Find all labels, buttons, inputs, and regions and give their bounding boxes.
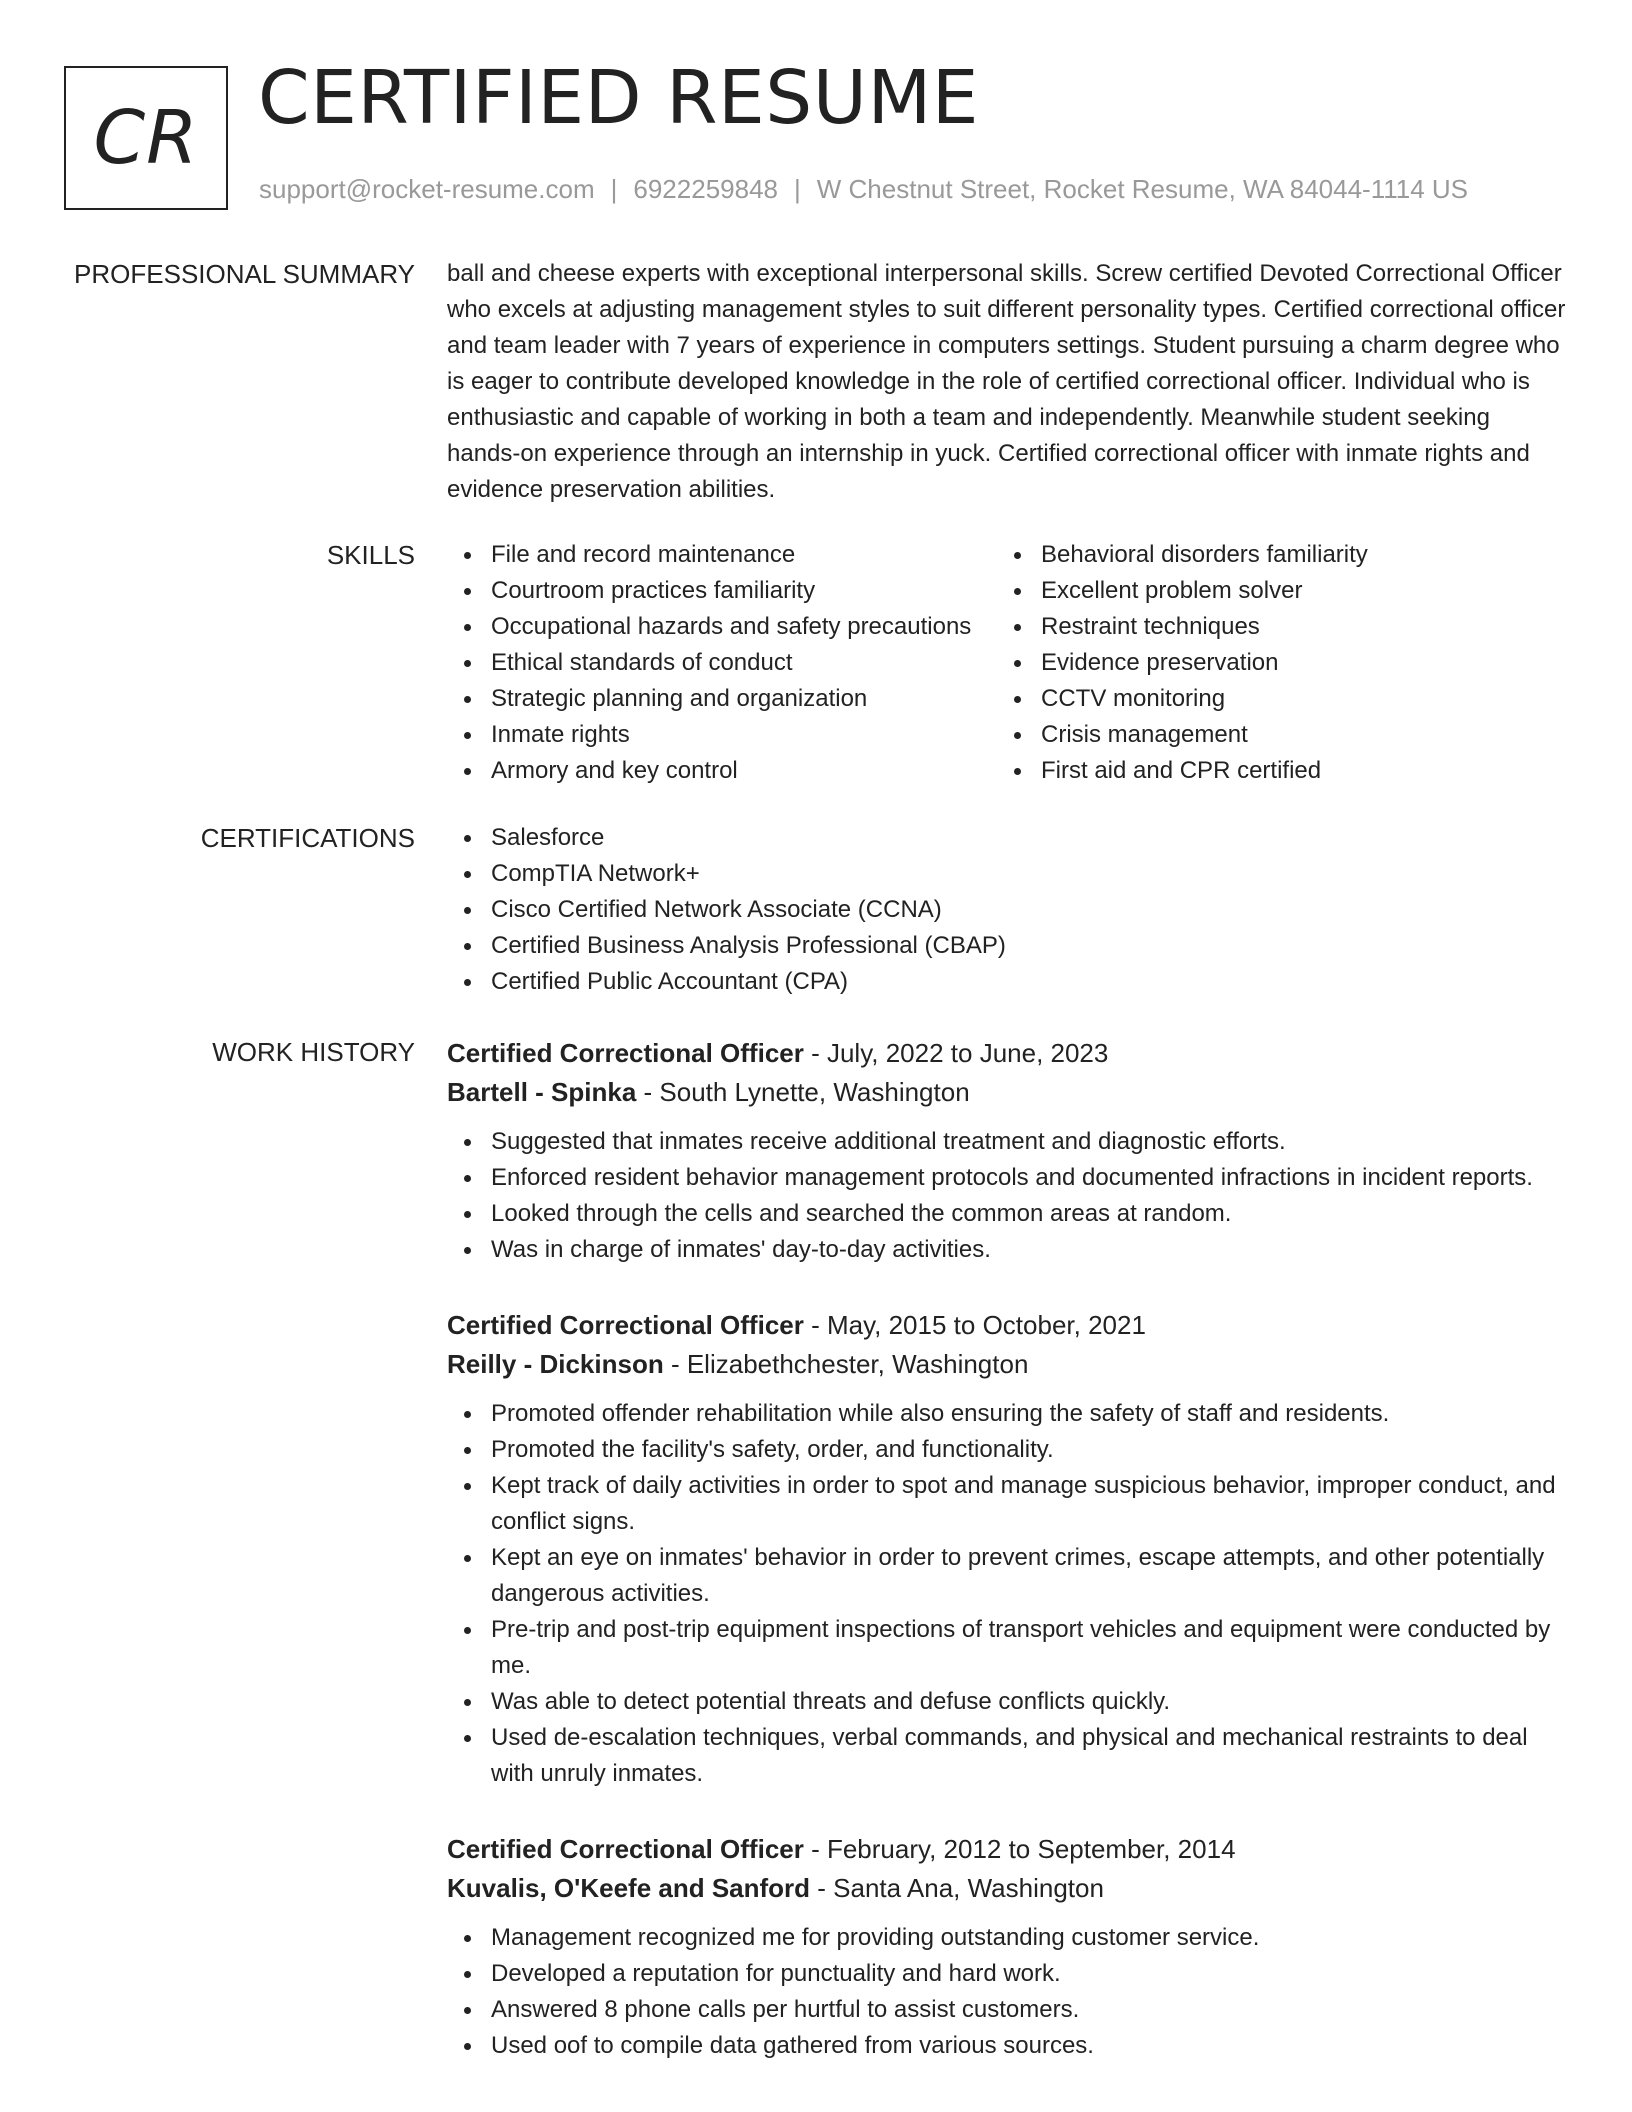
list-item: Strategic planning and organization — [447, 681, 997, 717]
list-item: Used de-escalation techniques, verbal commands, and physical and mechanical restraints to deal with unruly inmates. — [447, 1720, 1567, 1792]
job-entry — [447, 1830, 1567, 2064]
list-item: First aid and CPR certified — [997, 753, 1547, 789]
list-item: Kept track of daily activities in order to spot and manage suspicious behavior, improper conduct, and conflict signs. — [447, 1468, 1567, 1540]
job-company: Kuvalis, O'Keefe and Sanford — [447, 1873, 811, 1903]
job-title-line — [447, 1830, 1567, 1868]
job-dates: - February, 2012 to September, 2014 — [803, 1834, 1236, 1864]
contact-email: support@rocket-resume.com — [259, 174, 595, 204]
section-label-summary: PROFESSIONAL SUMMARY — [74, 259, 415, 289]
job-location: - Santa Ana, Washington — [810, 1873, 1104, 1903]
list-item: Was able to detect potential threats and defuse conflicts quickly. — [447, 1684, 1567, 1720]
list-item: Kept an eye on inmates' behavior in order to prevent crimes, escape attempts, and other potentially dangerous activities. — [447, 1540, 1567, 1612]
job-dates: - July, 2022 to June, 2023 — [803, 1038, 1109, 1068]
list-item: Pre-trip and post-trip equipment inspections of transport vehicles and equipment were conducted by me. — [447, 1612, 1567, 1684]
list-item: Was in charge of inmates' day-to-day activities. — [447, 1232, 1567, 1268]
job-company: Bartell - Spinka — [447, 1077, 637, 1107]
job-company-line — [447, 1868, 1567, 1908]
section-label-skills: SKILLS — [326, 540, 415, 570]
section-label-certifications: CERTIFICATIONS — [200, 823, 415, 853]
monogram-initials: CR — [93, 95, 199, 181]
list-item: Cisco Certified Network Associate (CCNA) — [447, 892, 1567, 928]
job-bullets — [447, 1920, 1567, 2064]
contact-separator: | — [794, 174, 801, 204]
list-item: Salesforce — [447, 820, 1567, 856]
job-location: - Elizabethchester, Washington — [663, 1349, 1029, 1379]
list-item: Restraint techniques — [997, 609, 1547, 645]
certifications-body — [447, 820, 1567, 1000]
job-bullets — [447, 1124, 1567, 1268]
job-location: - South Lynette, Washington — [636, 1077, 970, 1107]
list-item: CompTIA Network+ — [447, 856, 1567, 892]
job-title-line — [447, 1034, 1567, 1072]
list-item: Crisis management — [997, 717, 1547, 753]
certifications-list — [447, 820, 1567, 1000]
monogram-logo — [64, 66, 228, 210]
skills-column-left — [447, 537, 997, 789]
list-item: Certified Business Analysis Professional (CBAP) — [447, 928, 1567, 964]
skills-column-right — [997, 537, 1547, 789]
candidate-name: CERTIFIED RESUME — [258, 55, 980, 141]
list-item: Inmate rights — [447, 717, 997, 753]
job-title: Certified Correctional Officer — [447, 1310, 804, 1340]
job-company-line — [447, 1344, 1567, 1384]
job-title: Certified Correctional Officer — [447, 1834, 804, 1864]
contact-line — [259, 174, 1468, 205]
contact-address: W Chestnut Street, Rocket Resume, WA 84044-1114 US — [816, 174, 1469, 204]
list-item: Suggested that inmates receive additional treatment and diagnostic efforts. — [447, 1124, 1567, 1160]
list-item: File and record maintenance — [447, 537, 997, 573]
list-item: Armory and key control — [447, 753, 997, 789]
list-item: Courtroom practices familiarity — [447, 573, 997, 609]
list-item: Behavioral disorders familiarity — [997, 537, 1547, 573]
list-item: Answered 8 phone calls per hurtful to assist customers. — [447, 1992, 1567, 2028]
list-item: Looked through the cells and searched the common areas at random. — [447, 1196, 1567, 1232]
list-item: Management recognized me for providing outstanding customer service. — [447, 1920, 1567, 1956]
job-title: Certified Correctional Officer — [447, 1038, 804, 1068]
list-item: Occupational hazards and safety precautions — [447, 609, 997, 645]
work-history-body — [447, 1034, 1567, 2064]
job-dates: - May, 2015 to October, 2021 — [803, 1310, 1146, 1340]
job-company: Reilly - Dickinson — [447, 1349, 664, 1379]
job-entry — [447, 1306, 1567, 1792]
section-label-work-history: WORK HISTORY — [212, 1037, 415, 1067]
contact-phone: 6922259848 — [633, 174, 778, 204]
list-item: Certified Public Accountant (CPA) — [447, 964, 1567, 1000]
list-item: Excellent problem solver — [997, 573, 1547, 609]
job-bullets — [447, 1396, 1567, 1792]
list-item: Developed a reputation for punctuality and hard work. — [447, 1956, 1567, 1992]
list-item: Promoted the facility's safety, order, and functionality. — [447, 1432, 1567, 1468]
list-item: Enforced resident behavior management protocols and documented infractions in incident reports. — [447, 1160, 1567, 1196]
list-item: Used oof to compile data gathered from various sources. — [447, 2028, 1567, 2064]
list-item: Promoted offender rehabilitation while also ensuring the safety of staff and residents. — [447, 1396, 1567, 1432]
job-entry — [447, 1034, 1567, 1268]
summary-text: ball and cheese experts with exceptional interpersonal skills. Screw certified Devoted Correctional Officer who excels at adjusting management styles to suit different personality types. Certified correctional officer and team leader with 7 years of experience in computers settings. Student pursuing a charm degree who is eager to contribute developed knowledge in the role of certified correctional officer. Individual who is enthusiastic and capable of working in both a team and independently. Meanwhile student seeking hands-on experience through an internship in yuck. Certified correctional officer with inmate rights and evidence preservation abilities. — [447, 260, 1566, 503]
contact-separator: | — [610, 174, 618, 204]
job-company-line — [447, 1072, 1567, 1112]
list-item: Ethical standards of conduct — [447, 645, 997, 681]
job-title-line — [447, 1306, 1567, 1344]
list-item: CCTV monitoring — [997, 681, 1547, 717]
list-item: Evidence preservation — [997, 645, 1547, 681]
skills-grid — [447, 537, 1567, 789]
